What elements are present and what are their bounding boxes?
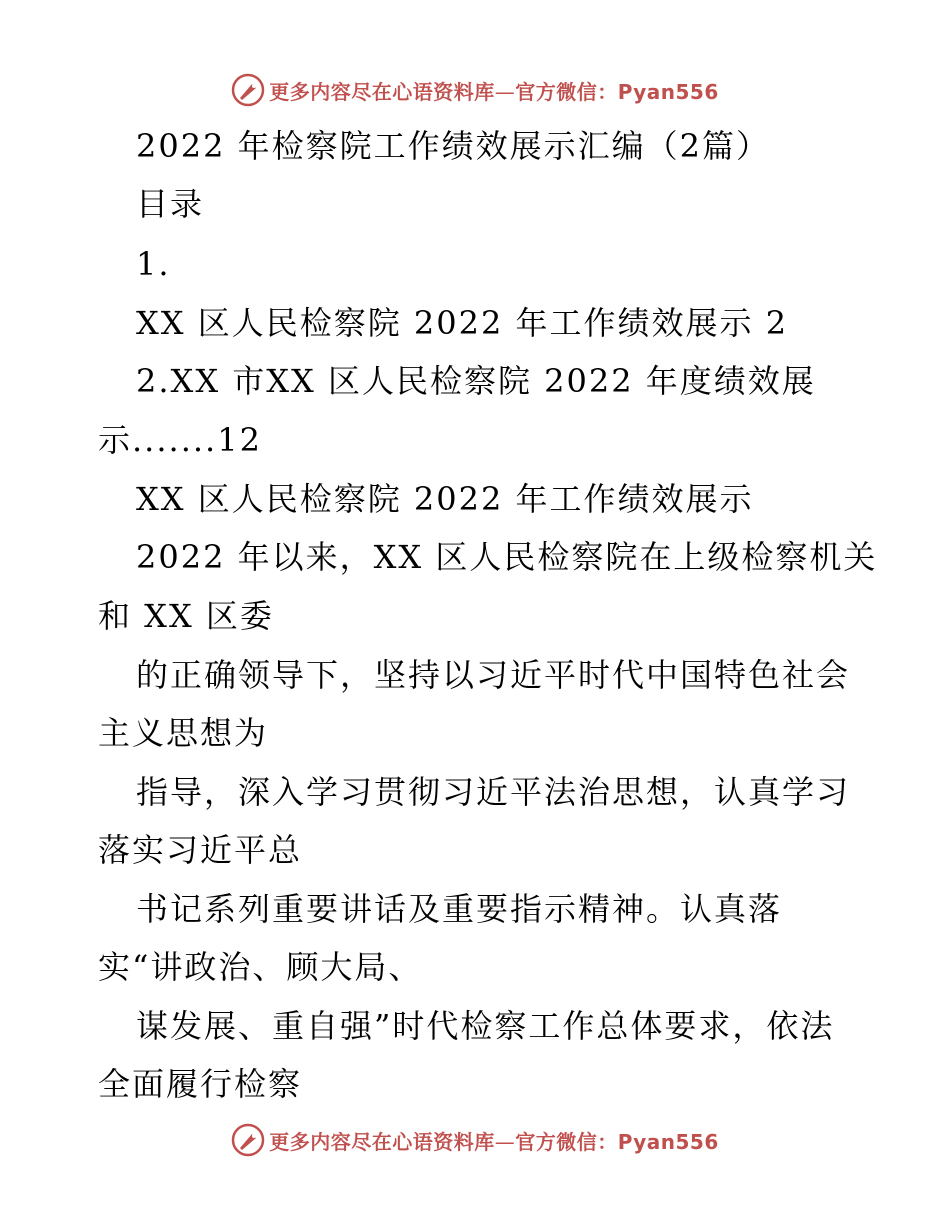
pen-nib-logo-icon [231, 73, 265, 107]
toc-item-2: 2.XX 市XX 区人民检察院 2022 年度绩效展 [136, 362, 816, 400]
toc-item-number: 1. [136, 245, 171, 283]
watermark-text: 更多内容尽在心语资料库—官方微信：Pyan556 [269, 1129, 719, 1154]
paragraph-line: 书记系列重要讲话及重要指示精神。认真落 [136, 890, 783, 928]
paragraph-line: 2022 年以来，XX 区人民检察院在上级检察机关 [136, 538, 878, 576]
pen-nib-logo-icon [231, 1123, 265, 1157]
paragraph-line: 和 XX 区委 [98, 597, 274, 635]
toc-heading: 目录 [136, 185, 205, 223]
paragraph-line: 落实习近平总 [98, 831, 303, 869]
toc-item-1: XX 区人民检察院 2022 年工作绩效展示 2 [136, 304, 789, 342]
section-heading: XX 区人民检察院 2022 年工作绩效展示 [136, 480, 754, 518]
paragraph-line: 指导，深入学习贯彻习近平法治思想，认真学习 [136, 773, 851, 811]
paragraph-line: 实“讲政治、顾大局、 [98, 948, 423, 986]
document-title: 2022 年检察院工作绩效展示汇编（2篇） [136, 127, 770, 165]
watermark-text: 更多内容尽在心语资料库—官方微信：Pyan556 [269, 79, 719, 104]
toc-item-2-continued: 示.......12 [98, 421, 262, 459]
paragraph-line: 全面履行检察 [98, 1065, 303, 1103]
paragraph-line: 主义思想为 [98, 714, 269, 752]
paragraph-line: 谋发展、重自强”时代检察工作总体要求，依法 [136, 1007, 835, 1045]
header-watermark [0, 70, 950, 110]
paragraph-line: 的正确领导下，坚持以习近平时代中国特色社会 [136, 656, 851, 694]
footer-watermark [0, 1120, 950, 1160]
